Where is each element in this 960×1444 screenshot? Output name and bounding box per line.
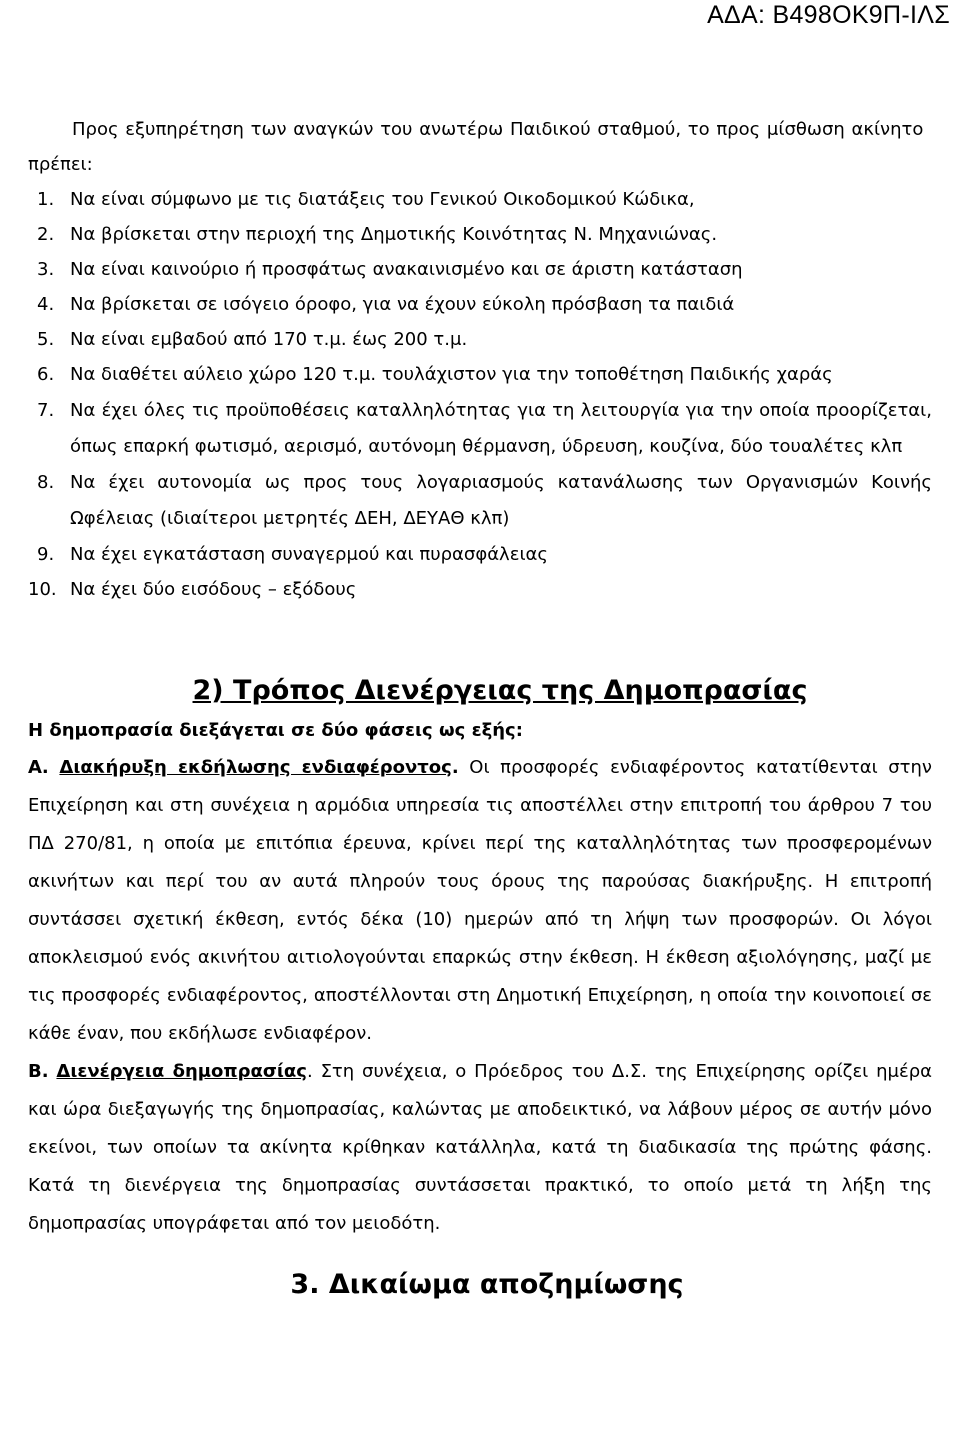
- list-item: [28, 322, 932, 357]
- list-item-number: 6.: [37, 364, 55, 385]
- phase-b-paragraph: Β. Διενέργεια δημοπρασίας. Στη συνέχεια, ο Πρόεδρος του Δ.Σ. της Επιχείρησης ορίζει ημέρα και ώρα διεξαγωγής της δημοπρασίας, καλώντας με αποδεικτικό, να λάβουν μέρος σε αυτήν μόνο εκείνοι, των οποίων τα ακίνητα κρίθηκαν κατάλληλα, κατά τη διαδικασία της πρώτης φάσης. Κατά τη διενέργεια της δημοπρασίας συντάσσεται πρακτικό, το οποίο μετά τη λήξη της δημοπρασίας υπογράφεται από τον μειοδότη.: [28, 1061, 932, 1234]
- list-item-number: 9.: [37, 544, 55, 565]
- list-item-text: Να είναι σύμφωνο με τις διατάξεις του Γενικού Οικοδομικού Κώδικα,: [70, 189, 695, 210]
- list-item: [28, 393, 932, 465]
- phase-a-heading: Διακήρυξη εκδήλωσης ενδιαφέροντος: [59, 757, 452, 778]
- list-item: [28, 252, 932, 287]
- phase-b-text: Στη συνέχεια, ο Πρόεδρος του Δ.Σ. της Επιχείρησης ορίζει ημέρα και ώρα διεξαγωγής της δημοπρασίας, καλώντας με αποδεικτικό, να λάβουν μέρος σε αυτήν μόνο εκείνοι, των οποίων τα ακίνητα κρίθηκαν κατάλληλα, κατά τη διαδικασία της πρώτης φάσης. Κατά τη διενέργεια της δημοπρασίας συντάσσεται πρακτικό, το οποίο μετά τη λήξη της δημοπρασίας υπογράφεται από τον μειοδότη.: [28, 1061, 932, 1234]
- list-item: [28, 182, 932, 217]
- list-item: [28, 537, 932, 572]
- section-2-title: 2) Τρόπος Διενέργειας της Δημοπρασίας: [192, 675, 808, 706]
- list-item-text: Να έχει εγκατάσταση συναγερμού και πυρασφάλειας: [70, 544, 548, 565]
- intro-paragraph: Προς εξυπηρέτηση των αναγκών του ανωτέρω Παιδικού σταθμού, το προς μίσθωση ακίνητο πρέπει:: [28, 119, 924, 175]
- phase-a-text: Οι προσφορές ενδιαφέροντος κατατίθενται στην Επιχείρηση και στη συνέχεια η αρμόδια υπηρεσία τις αποστέλλει στην επιτροπή του άρθρου 7 του ΠΔ 270/81, η οποία με επιτόπια έρευνα, κρίνει περί της καταλληλότητας των προσφερομένων ακινήτων και περί του αν αυτά πληρούν τους όρους της παρούσας διακήρυξης. Η επιτροπή συντάσσει σχετική έκθεση, εντός δέκα (10) ημερών από τη λήψη των προσφορών. Οι λόγοι αποκλεισμού ενός ακινήτου αιτιολογούνται επαρκώς στην έκθεση. Η έκθεση αξιολόγησης, μαζί με τις προσφορές ενδιαφέροντος, αποστέλλονται στη Δημοτική Επιχείρηση, η οποία την κοινοποιεί σε κάθε έναν, που εκδήλωσε ενδιαφέρον.: [28, 757, 932, 1044]
- section-2-subtitle: Η δημοπρασία διεξάγεται σε δύο φάσεις ως εξής:: [28, 720, 523, 741]
- list-item-number: 4.: [37, 294, 55, 315]
- list-item-number: 2.: [37, 224, 55, 245]
- phase-b-heading: Διενέργεια δημοπρασίας: [56, 1061, 307, 1082]
- phase-a-paragraph: Α. Διακήρυξη εκδήλωσης ενδιαφέροντος. Οι προσφορές ενδιαφέροντος κατατίθενται στην Επιχείρηση και στη συνέχεια η αρμόδια υπηρεσία τις αποστέλλει στην επιτροπή του άρθρου 7 του ΠΔ 270/81, η οποία με επιτόπια έρευνα, κρίνει περί της καταλληλότητας των προσφερομένων ακινήτων και περί του αν αυτά πληρούν τους όρους της παρούσας διακήρυξης. Η επιτροπή συντάσσει σχετική έκθεση, εντός δέκα (10) ημερών από τη λήψη των προσφορών. Οι λόγοι αποκλεισμού ενός ακινήτου αιτιολογούνται επαρκώς στην έκθεση. Η έκθεση αξιολόγησης, μαζί με τις προσφορές ενδιαφέροντος, αποστέλλονται στη Δημοτική Επιχείρηση, η οποία την κοινοποιεί σε κάθε έναν, που εκδήλωσε ενδιαφέρον.: [28, 757, 932, 1044]
- list-item: [28, 287, 932, 322]
- phase-a-letter: Α.: [28, 757, 49, 778]
- phase-b-letter: Β.: [28, 1061, 49, 1082]
- list-item-number: 8.: [37, 472, 55, 493]
- list-item-number: 10.: [28, 579, 57, 600]
- requirements-list: [28, 182, 932, 607]
- list-item: [28, 572, 932, 607]
- list-item-number: 5.: [37, 329, 55, 350]
- list-item: [28, 357, 932, 393]
- list-item-number: 7.: [37, 400, 55, 421]
- list-item: [28, 217, 932, 252]
- list-item-number: 3.: [37, 259, 55, 280]
- list-item-text: Να είναι καινούριο ή προσφάτως ανακαινισμένο και σε άριστη κατάσταση: [70, 259, 743, 280]
- list-item-number: 1.: [37, 189, 55, 210]
- section-3-title: 3. Δικαίωμα αποζημίωσης: [290, 1269, 684, 1300]
- list-item-text: Να έχει δύο εισόδους – εξόδους: [70, 579, 357, 600]
- list-item-text: Να έχει όλες τις προϋποθέσεις καταλληλότητας για τη λειτουργία για την οποία προορίζεται, όπως επαρκή φωτισμό, αερισμό, αυτόνομη θέρμανση, ύδρευση, κουζίνα, δύο τουαλέτες κλπ: [70, 400, 932, 457]
- list-item-text: Να βρίσκεται στην περιοχή της Δημοτικής Κοινότητας Ν. Μηχανιώνας.: [70, 224, 718, 245]
- list-item-text: Να βρίσκεται σε ισόγειο όροφο, για να έχουν εύκολη πρόσβαση τα παιδιά: [70, 294, 735, 315]
- list-item-text: Να είναι εμβαδού από 170 τ.μ. έως 200 τ.μ.: [70, 329, 468, 350]
- document-body: [28, 112, 932, 1303]
- document-ada-code: ΑΔΑ: Β498ΟΚ9Π-ΙΛΣ: [707, 1, 950, 29]
- list-item-text: Να έχει αυτονομία ως προς τους λογαριασμούς κατανάλωσης των Οργανισμών Κοινής Ωφέλειας (ιδιαίτεροι μετρητές ΔΕΗ, ΔΕΥΑΘ κλπ): [70, 472, 932, 529]
- list-item-text: Να διαθέτει αύλειο χώρο 120 τ.μ. τουλάχιστον για την τοποθέτηση Παιδικής χαράς: [70, 364, 833, 385]
- list-item: [28, 465, 932, 537]
